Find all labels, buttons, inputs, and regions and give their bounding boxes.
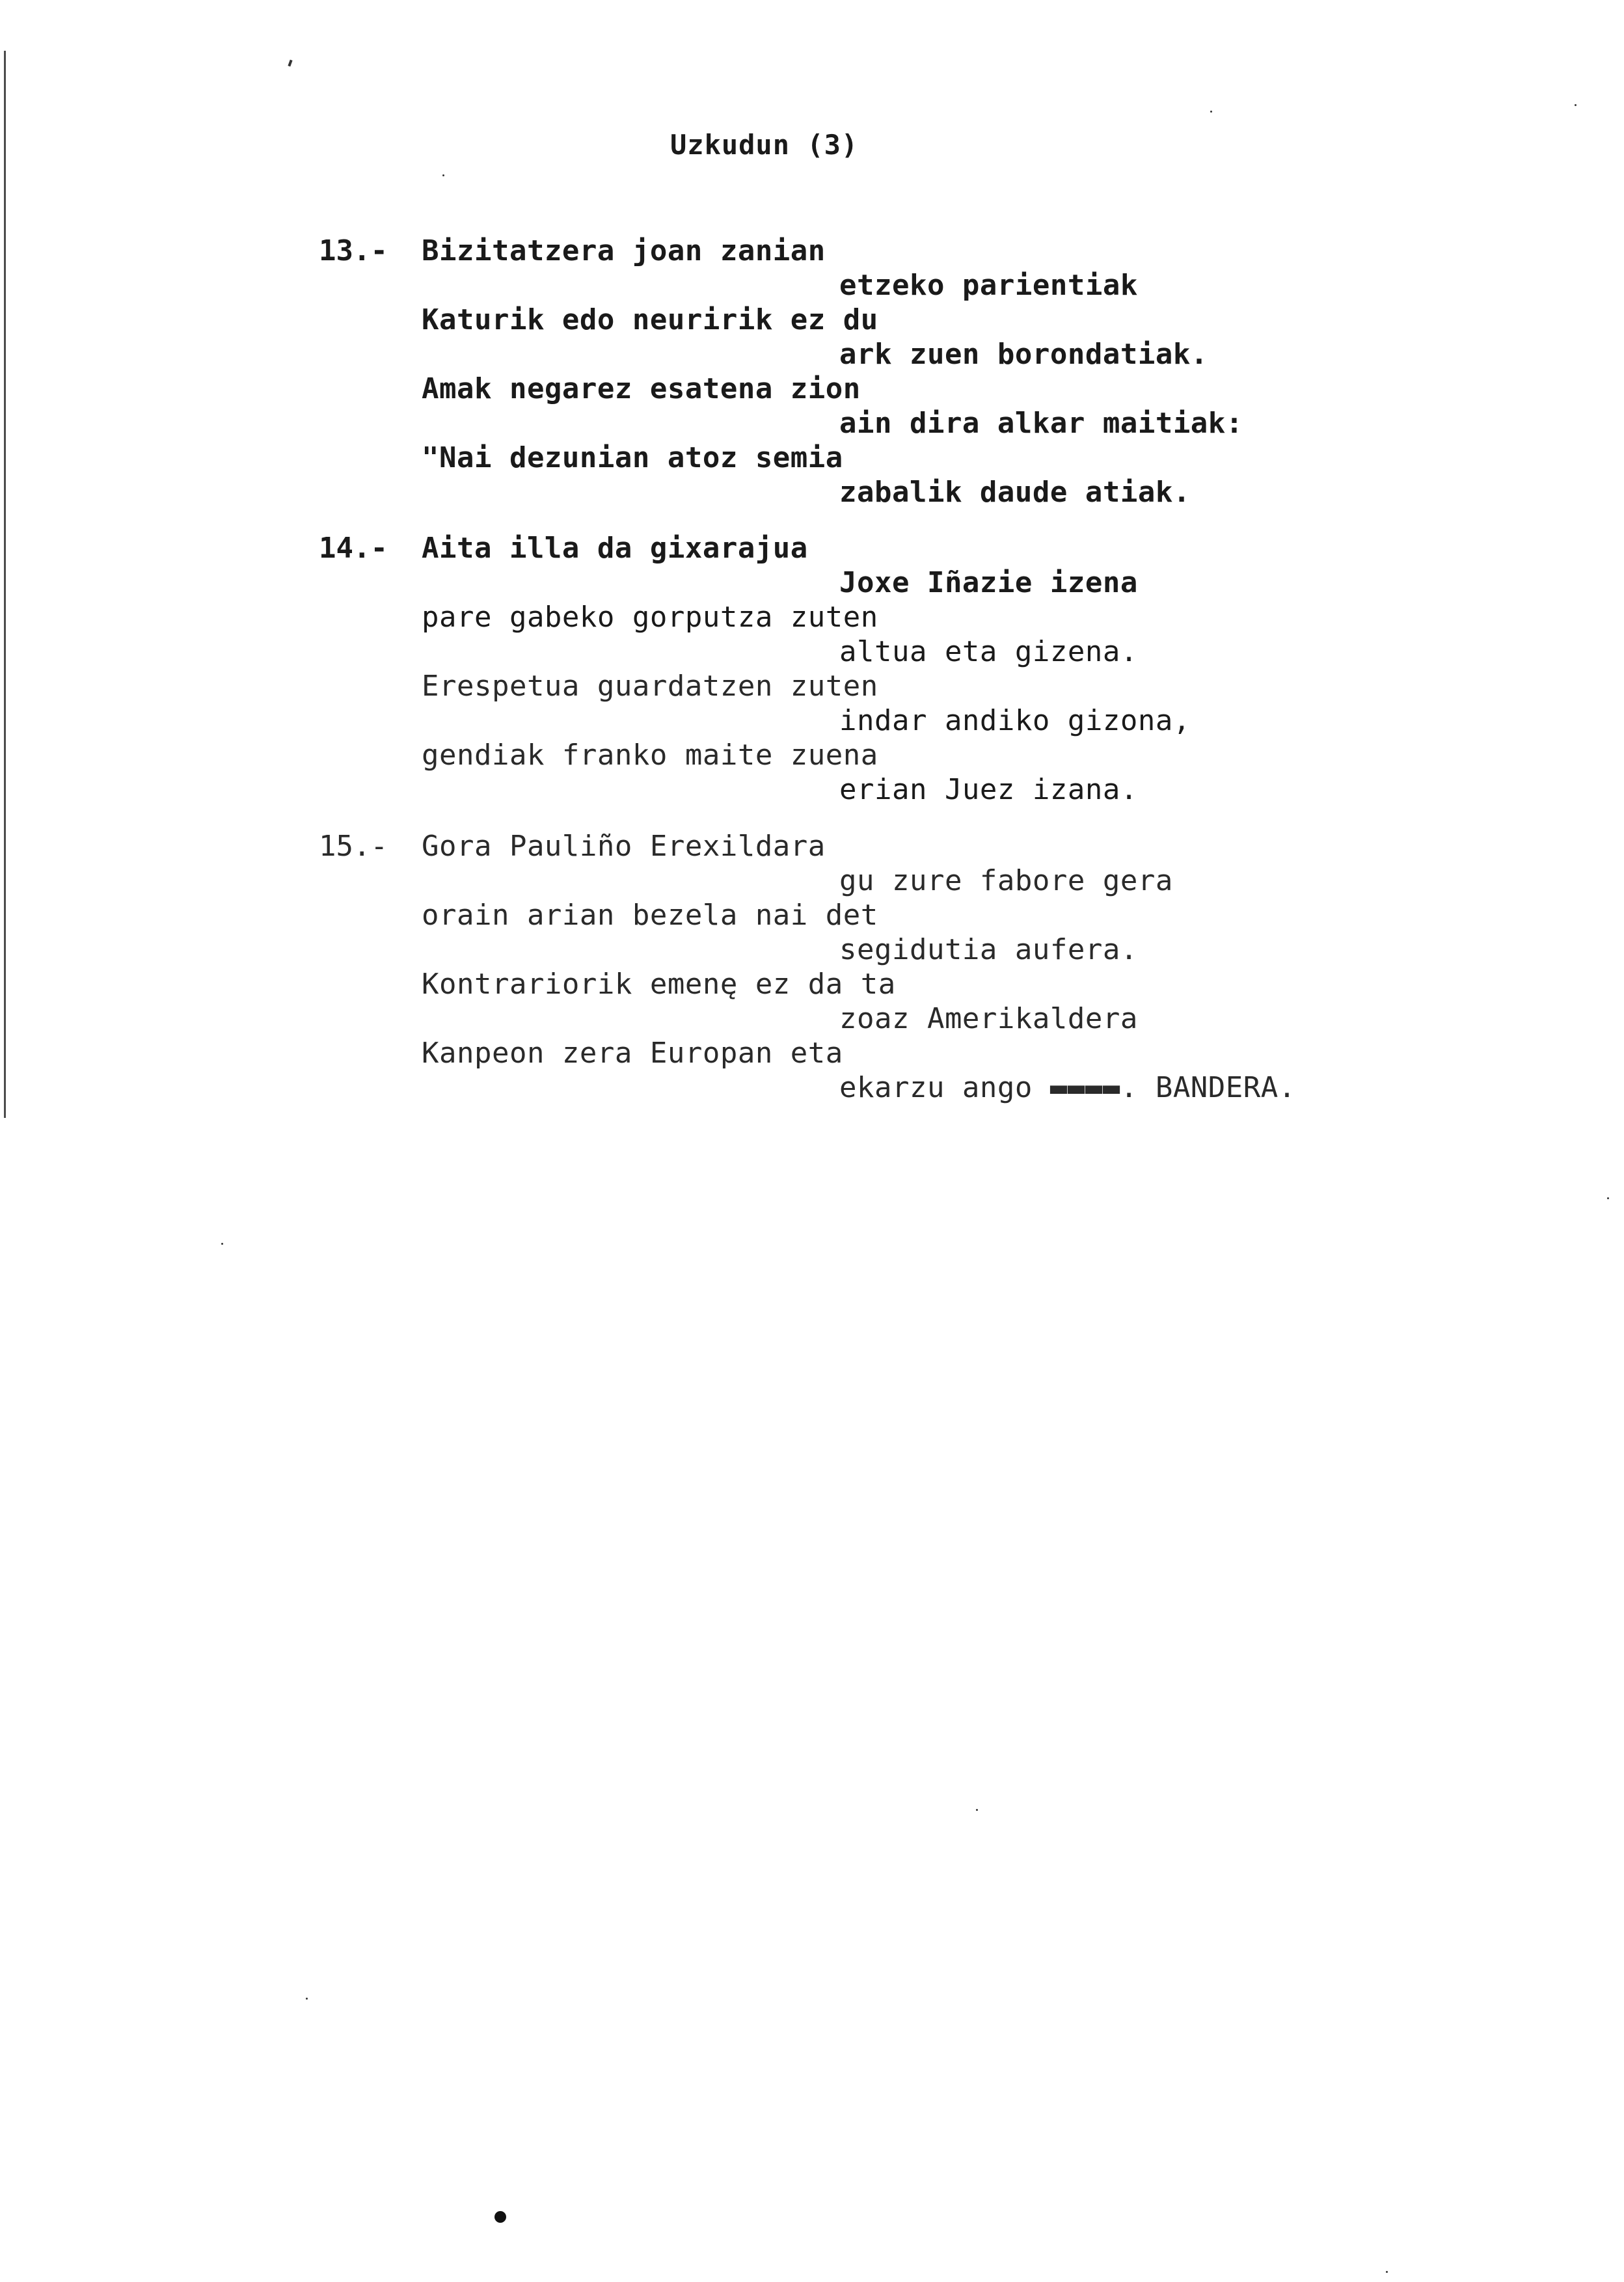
scan-speck <box>442 174 444 176</box>
verse-line: "Nai dezunian atoz semia <box>422 441 843 474</box>
verse-line: ain dira alkar maitiak: <box>839 407 1243 440</box>
ink-mark <box>288 60 292 67</box>
scan-speck <box>306 1998 308 2000</box>
verse-line: Aita illa da gixarajua <box>422 532 808 565</box>
scan-speck <box>976 1809 978 1811</box>
stanza-number: 13.- <box>319 234 388 267</box>
verse-line: Erespetua guardatzen zuten <box>422 670 878 703</box>
verse-line: orain arian bezela nai det <box>422 899 878 932</box>
verse-line: gendiak franko maite zuena <box>422 739 878 772</box>
scan-speck <box>221 1243 223 1245</box>
verse-line: Bizitatzera joan zanian <box>422 234 826 267</box>
verse-line: segidutia aufera. <box>839 933 1138 966</box>
verse-line: pare gabeko gorputza zuten <box>422 601 878 634</box>
verse-line: erian Juez izana. <box>839 773 1138 806</box>
verse-line: Kanpeon zera Europan eta <box>422 1037 843 1070</box>
stanza-number: 15.- <box>319 830 388 863</box>
verse-line: altua eta gizena. <box>839 635 1138 668</box>
verse-line: Katurik edo neuririk ez du <box>422 303 878 336</box>
page-title: Uzkudun (3) <box>670 129 859 161</box>
scan-speck <box>1386 2271 1388 2273</box>
left-margin-rule <box>4 51 6 1118</box>
scan-speck <box>1575 104 1577 106</box>
verse-line: Joxe Iñazie izena <box>839 566 1138 599</box>
verse-line: zoaz Amerikaldera <box>839 1002 1138 1035</box>
stanza-number: 14.- <box>319 532 388 565</box>
verse-line: Kontrariorik emenę ez da ta <box>422 968 896 1001</box>
verse-line: Gora Pauliño Erexildara <box>422 830 826 863</box>
scan-speck <box>1607 1197 1609 1199</box>
verse-line: gu zure fabore gera <box>839 864 1173 897</box>
verse-line: etzeko parientiak <box>839 269 1138 302</box>
verse-line: ekarzu ango ▬▬▬▬. BANDERA. <box>839 1071 1296 1104</box>
ink-dot <box>494 2211 506 2223</box>
verse-line: Amak negarez esatena zion <box>422 372 861 405</box>
verse-line: ark zuen borondatiak. <box>839 338 1208 371</box>
verse-line: indar andiko gizona, <box>839 704 1191 737</box>
verse-line: zabalik daude atiak. <box>839 476 1191 509</box>
scan-speck <box>1210 111 1212 113</box>
